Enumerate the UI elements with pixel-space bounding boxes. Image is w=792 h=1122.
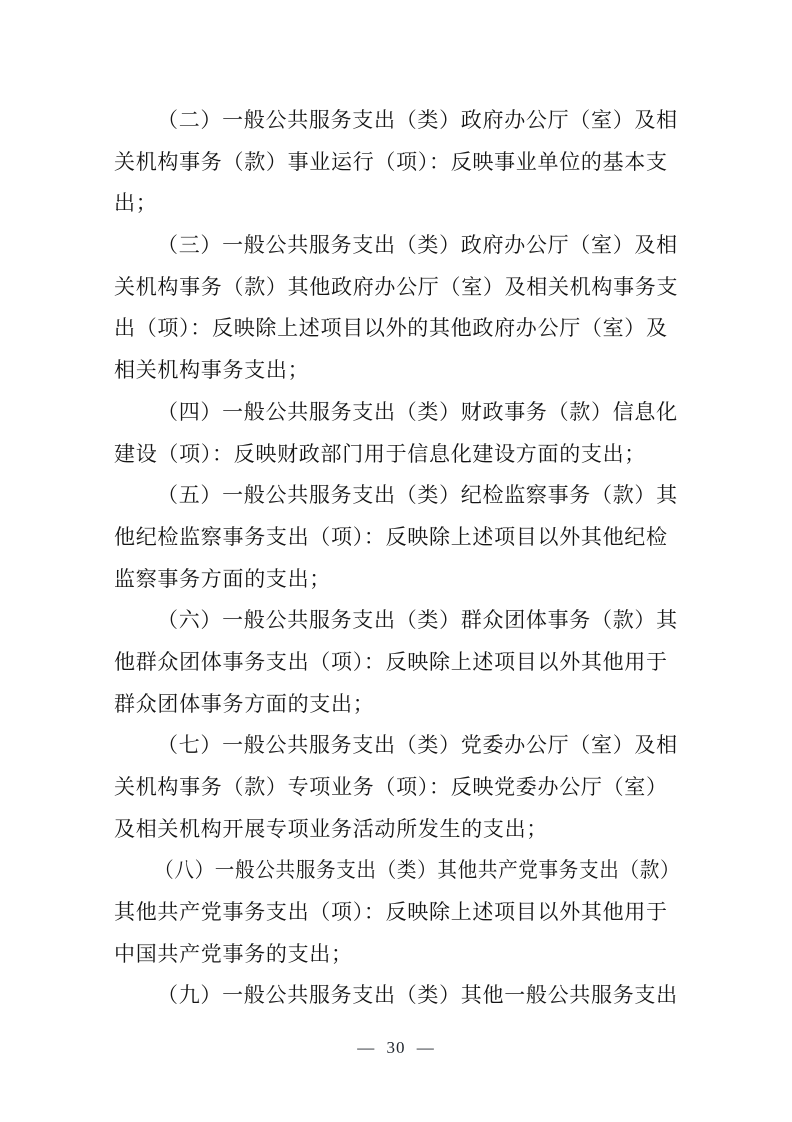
text-line: 中国共产党事务的支出；	[114, 941, 353, 966]
page-number: — 30 —	[357, 1038, 435, 1057]
text-line: 他纪检监察事务支出（项）：反映除上述项目以外其他纪检	[114, 524, 668, 549]
text-line: 监察事务方面的支出；	[114, 566, 331, 591]
paragraph	[114, 850, 680, 975]
text-line: （三）一般公共服务支出（类）政府办公厅（室）及相	[157, 233, 678, 258]
paragraph	[114, 475, 680, 600]
paragraph	[114, 725, 680, 850]
text-line: 建设（项）：反映财政部门用于信息化建设方面的支出；	[114, 441, 646, 466]
text-line: 群众团体事务方面的支出；	[114, 691, 375, 716]
text-line: 他群众团体事务支出（项）：反映除上述项目以外其他用于	[114, 649, 668, 674]
text-line: （七）一般公共服务支出（类）党委办公厅（室）及相	[157, 733, 678, 758]
text-line: 其他共产党事务支出（项）：反映除上述项目以外其他用于	[114, 900, 668, 925]
text-line: 及相关机构开展专项业务活动所发生的支出；	[114, 816, 548, 841]
text-line: （四）一般公共服务支出（类）财政事务（款）信息化	[157, 399, 678, 424]
document-body	[114, 100, 680, 1017]
text-line: 关机构事务（款）专项业务（项）：反映党委办公厅（室）	[114, 775, 668, 799]
text-line: 关机构事务（款）其他政府办公厅（室）及相关机构事务支	[114, 274, 679, 299]
paragraph	[114, 600, 680, 725]
text-line: （六）一般公共服务支出（类）群众团体事务（款）其	[157, 608, 678, 633]
page-footer	[0, 1038, 792, 1058]
text-line: 相关机构事务支出；	[114, 358, 310, 383]
text-line: 出；	[114, 191, 158, 216]
text-line: （九）一般公共服务支出（类）其他一般公共服务支出	[157, 983, 678, 1008]
paragraph	[114, 225, 680, 392]
text-line: 关机构事务（款）事业运行（项）：反映事业单位的基本支	[114, 149, 668, 174]
text-line: （五）一般公共服务支出（类）纪检监察事务（款）其	[157, 483, 678, 508]
paragraph	[114, 100, 680, 225]
text-line: （八）一般公共服务支出（类）其他共产党事务支出（款）	[154, 858, 681, 883]
text-line: 出（项）：反映除上述项目以外的其他政府办公厅（室）及	[114, 316, 668, 341]
paragraph	[114, 975, 680, 1017]
paragraph	[114, 392, 680, 475]
text-line: （二）一般公共服务支出（类）政府办公厅（室）及相	[157, 108, 678, 132]
